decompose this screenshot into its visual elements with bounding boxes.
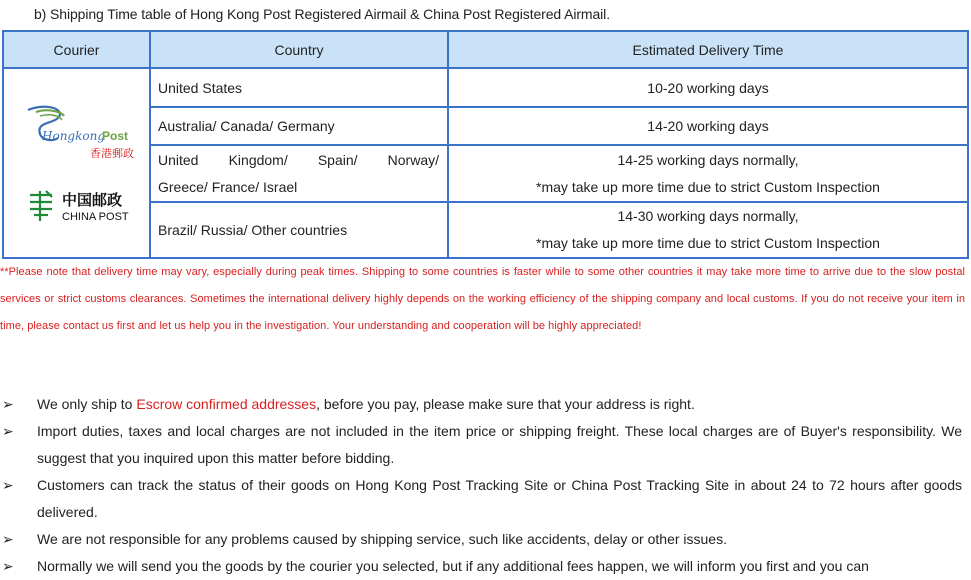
header-country: Country (150, 31, 448, 68)
bullet-text-5: Normally we will send you the goods by the courier you selected, but if any additional fees happen, we will inform you first and you can (37, 558, 869, 574)
hongkong-post-logo (18, 104, 138, 164)
table-caption: b) Shipping Time table of Hong Kong Post Registered Airmail & China Post Registered Airmail. (34, 6, 610, 22)
country-cell: Brazil/ Russia/ Other countries (150, 202, 448, 258)
country-line-1: United Kingdom/ Spain/ Norway/ (158, 151, 439, 168)
table-header-row (3, 31, 968, 68)
post-text: Post (102, 129, 129, 144)
country-cell (150, 145, 448, 201)
bullet-text-1-start: We only ship to (37, 396, 137, 412)
delivery-time-cell: 14-20 working days (448, 107, 968, 145)
country-line-2: Greece/ France/ Israel (158, 178, 298, 195)
arrow-bullet-icon: ➢ (2, 531, 14, 547)
china-post-chinese-text: 中国邮政 (62, 191, 123, 210)
bullet-text-1-end: , before you pay, please make sure that your address is right. (316, 396, 695, 412)
header-delivery-time: Estimated Delivery Time (448, 31, 968, 68)
bullet-text-3: Customers can track the status of their goods on Hong Kong Post Tracking Site or China Post Tracking Site in about 24 to 72 hours after goods delivered. (37, 477, 962, 520)
arrow-bullet-icon: ➢ (2, 396, 14, 412)
bullet-text-4: We are not responsible for any problems caused by shipping service, such like accidents, delay or other issues. (37, 531, 727, 547)
arrow-bullet-icon: ➢ (2, 423, 14, 439)
delivery-time-cell (448, 145, 968, 201)
hongkong-chinese-text: 香港郵政 (90, 147, 134, 161)
hongkong-text: Hongkong (42, 129, 106, 144)
delivery-time-cell (448, 202, 968, 258)
delivery-time-note: **Please note that delivery time may vary, especially during peak times. Shipping to some countries is faster while to some other countries it may take more time to arrive due to the slow postal services or strict customs clearances. Sometimes the international delivery highly depends on the working efficiency of the shipping company and local customs. If you do not receive your item in time, please contact us first and let us help you in the investigation. Your understanding and cooperation will be highly appreciated! (0, 266, 965, 332)
list-item (0, 391, 962, 418)
delivery-time-cell: 10-20 working days (448, 68, 968, 107)
country-cell: Australia/ Canada/ Germany (150, 107, 448, 145)
delivery-line-1: 14-30 working days normally, (617, 207, 799, 224)
china-post-logo (26, 187, 138, 227)
header-courier: Courier (3, 31, 150, 68)
delivery-line-1: 14-25 working days normally, (617, 151, 799, 168)
delivery-line-2: *may take up more time due to strict Custom Inspection (536, 234, 880, 251)
country-cell: United States (150, 68, 448, 107)
arrow-bullet-icon: ➢ (2, 477, 14, 493)
list-item (0, 526, 962, 553)
china-post-english-text: CHINA POST (62, 211, 129, 224)
shipping-time-table (2, 30, 969, 259)
list-item (0, 553, 962, 580)
list-item (0, 418, 962, 472)
table-row (3, 68, 968, 107)
courier-logos-cell (3, 68, 150, 258)
list-item (0, 472, 962, 526)
bullet-text-2: Import duties, taxes and local charges are not included in the item price or shipping freight. These local charges are of Buyer's responsibility. We suggest that you inquired upon this matter before bidding. (37, 423, 962, 466)
shipping-policy-list (0, 391, 962, 580)
arrow-bullet-icon: ➢ (2, 558, 14, 574)
delivery-line-2: *may take up more time due to strict Custom Inspection (536, 178, 880, 195)
escrow-addresses-link[interactable]: Escrow confirmed addresses (136, 396, 317, 412)
